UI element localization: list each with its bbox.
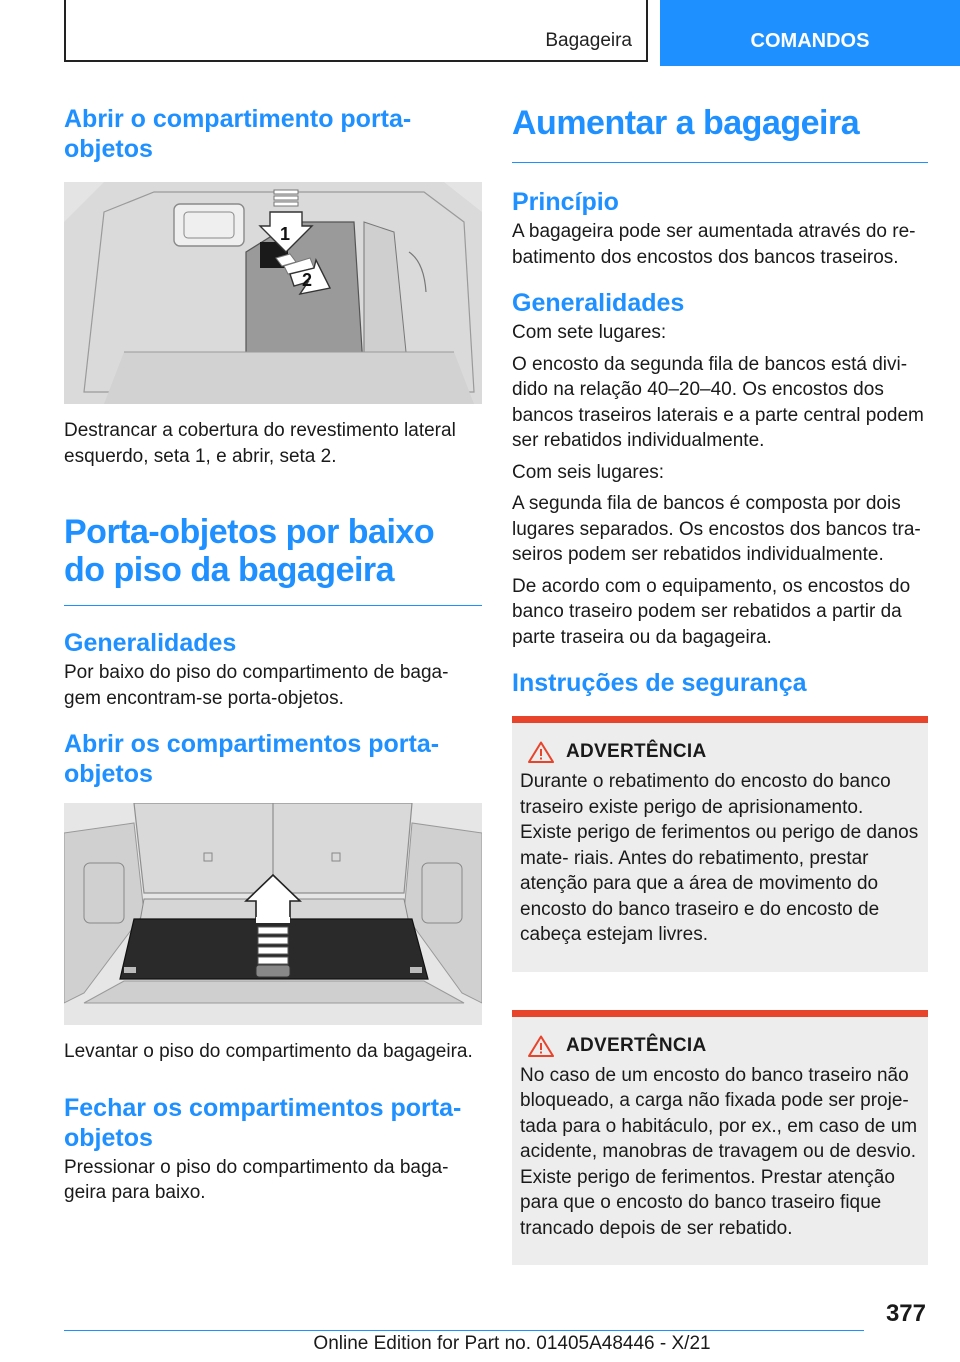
warning-triangle-icon: [528, 1035, 554, 1057]
heading-under-floor: Porta-objetos por baixo do piso da bagageira: [64, 513, 435, 589]
text-general-left: Por baixo do piso do compartimento de baga- gem encontram-se porta-objetos.: [64, 662, 449, 709]
text-six-seats-label: Com seis lugares:: [512, 461, 665, 483]
page-number: 377: [885, 1300, 926, 1327]
warning-box-1: [512, 716, 928, 972]
footer-rule: [64, 1330, 864, 1331]
header-section-box: [64, 0, 648, 62]
heading-open-compartment: Abrir o compartimento porta-objetos: [64, 105, 412, 163]
heading-open-compartments: Abrir os compartimentos porta-objetos: [64, 730, 440, 788]
text-seven-seats: O encosto da segunda fila de bancos está divi- dido na relação 40–20–40. Os encostos dos bancos traseiros laterais e a parte central podem ser rebatidos individualmente.: [512, 353, 924, 451]
heading-general-right: Generalidades: [512, 289, 685, 317]
heading-safety: Instruções de segurança: [512, 669, 807, 697]
text-equipment: De acordo com o equipamento, os encostos do banco traseiro podem ser rebatidos a partir da parte traseira ou da bagageira.: [512, 575, 911, 648]
text-close-compartments: Pressionar o piso do compartimento da baga- geira para baixo.: [64, 1156, 449, 1203]
warning-title-1: ADVERTÊNCIA: [566, 741, 707, 762]
heading-general-left: Generalidades: [64, 629, 237, 657]
header-chapter-tab: [660, 0, 960, 66]
text-seven-seats-label: Com sete lugares:: [512, 322, 667, 343]
header-section-title: Bagageira: [545, 30, 632, 51]
fig1-arrow-label-2: 2: [302, 270, 313, 290]
heading-rule: [64, 605, 482, 606]
caption-luggage-floor: Levantar o piso do compartimento da bagageira.: [64, 1041, 473, 1062]
figure-side-trim-compartment: [64, 182, 482, 404]
left-column: [64, 104, 482, 1206]
footer-edition: Online Edition for Part no. 01405A48446 - X/21: [313, 1333, 711, 1354]
warning-text-2: No caso de um encosto do banco traseiro não bloqueado, a carga não fixada pode ser proje- tada para o habitáculo, por ex., em caso de um acidente, manobras de travagem ou de desvio. Existe perigo de ferimentos. Prestar atenção para que o encosto do banco traseiro fique trancado depois de ser rebatido.: [520, 1064, 918, 1239]
text-six-seats: A segunda fila de bancos é composta por dois lugares separados. Os encostos dos bancos tra- seiros podem ser rebatidos individualmente.: [512, 493, 921, 565]
figure-luggage-floor: [64, 803, 482, 1025]
heading-close-compartments: Fechar os compartimentos porta-objetos: [64, 1093, 462, 1152]
warning-triangle-icon: [528, 741, 554, 763]
header-chapter-label: COMANDOS: [750, 30, 870, 52]
warning-text-1: Durante o rebatimento do encosto do banco traseiro existe perigo de aprisionamento. Existe perigo de ferimentos ou perigo de danos mate- riais. Antes do rebatimento, prestar atenção para que a área de movimento do encosto do banco traseiro e do encosto de cabeça estejam livres.: [520, 771, 919, 945]
heading-rule: [512, 162, 928, 163]
right-column: [512, 104, 928, 1265]
text-principle: A bagageira pode ser aumentada através do re- batimento dos encostos dos bancos traseiros.: [512, 221, 916, 268]
heading-principle: Princípio: [512, 188, 619, 216]
warning-box-2: [512, 1010, 928, 1266]
caption-side-trim: Destrancar a cobertura do revestimento lateral esquerdo, seta 1, e abrir, seta 2.: [64, 420, 456, 467]
warning-title-2: ADVERTÊNCIA: [566, 1034, 707, 1056]
fig1-arrow-label-1: 1: [280, 224, 291, 244]
heading-enlarge-luggage: Aumentar a bagageira: [512, 104, 860, 142]
